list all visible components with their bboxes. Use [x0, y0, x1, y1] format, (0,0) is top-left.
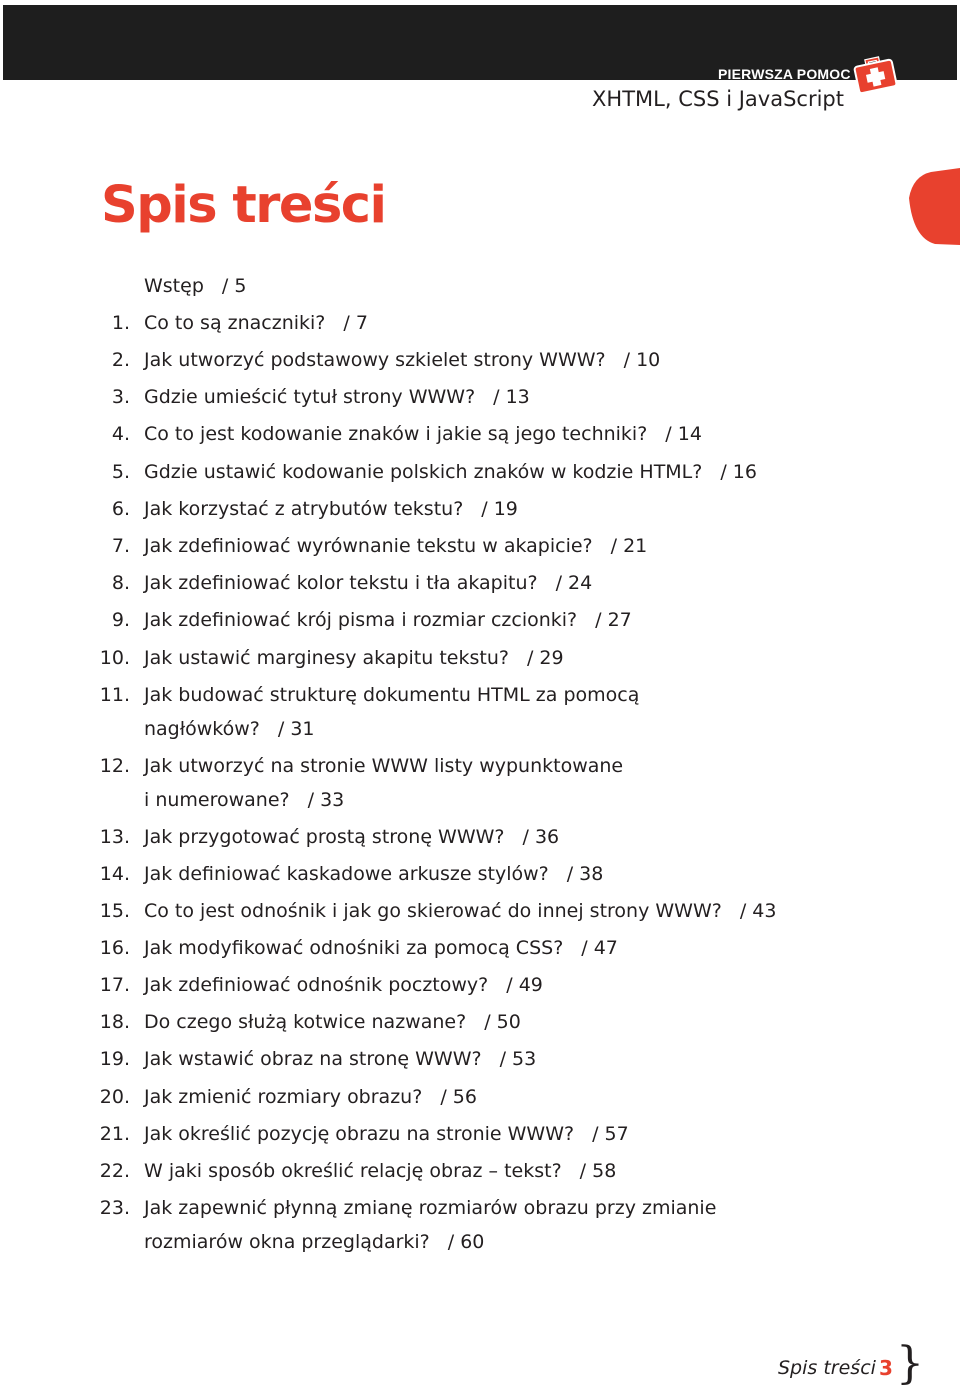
toc-entry-line — [144, 749, 724, 783]
toc-entry-number: 16. — [99, 937, 130, 959]
toc-entry-page: / 7 — [343, 312, 368, 334]
toc-entry-number: 4. — [111, 423, 130, 445]
toc-entry-number: 23. — [99, 1197, 130, 1219]
toc-entry-title: Do czego służą kotwice nazwane? — [144, 1011, 467, 1033]
toc-entry-title: Jak ustawić marginesy akapitu tekstu? — [144, 647, 509, 669]
toc-entry-page: / 33 — [307, 789, 345, 811]
toc-entry-page: / 47 — [581, 937, 618, 959]
toc-entry-title: Gdzie ustawić kodowanie polskich znaków w kodzie HTML? — [144, 461, 703, 483]
toc-entry-page: / 58 — [579, 1160, 617, 1182]
toc-entry-page: / 57 — [592, 1123, 629, 1145]
toc-entry-page: / 5 — [221, 275, 247, 297]
toc-entry-line — [144, 1117, 724, 1151]
toc-entry-title: Jak określić pozycję obrazu na stronie WWW? — [144, 1123, 575, 1145]
toc-entry-title: nagłówków? — [144, 718, 260, 740]
toc-entry-page: / 50 — [484, 1011, 521, 1033]
toc-entry-line — [144, 417, 724, 451]
toc-entry-page: / 10 — [623, 349, 661, 371]
toc-entry-title: Jak zdefiniować krój pisma i rozmiar czcionki? — [144, 609, 578, 631]
toc-entry-line — [144, 1005, 724, 1039]
toc-entry-title: Jak zdefiniować kolor tekstu i tła akapitu? — [144, 572, 538, 594]
toc-entry-line — [144, 783, 724, 817]
toc-entry-title: Jak korzystać z atrybutów tekstu? — [144, 498, 464, 520]
toc-entry-title: Jak modyfikować odnośniki za pomocą CSS? — [144, 937, 564, 959]
toc-entry-title: Wstęp — [144, 275, 204, 297]
toc-entry-title: Co to są znaczniki? — [144, 312, 326, 334]
toc-entry-page: / 16 — [720, 461, 757, 483]
toc-entry-page: / 43 — [739, 900, 777, 922]
toc-entry-line — [144, 968, 724, 1002]
toc-entry-line — [144, 1225, 724, 1259]
toc-entry-page: / 19 — [481, 498, 518, 520]
toc-entry-line — [144, 492, 724, 526]
toc-entry-title: Jak budować strukturę dokumentu HTML za pomocą — [144, 684, 640, 706]
footer-page-number: 3 — [879, 1356, 893, 1380]
toc-entry-title: Jak definiować kaskadowe arkusze stylów? — [144, 863, 549, 885]
toc-entry-number: 12. — [99, 755, 130, 777]
toc-entry-number: 11. — [99, 684, 130, 706]
toc-entry-page: / 21 — [610, 535, 648, 557]
toc-entry-line — [144, 306, 724, 340]
toc-entry-line — [144, 820, 724, 854]
toc-entry-line — [144, 566, 724, 600]
toc-entry-title: Jak zdefiniować wyrównanie tekstu w akapicie? — [144, 535, 593, 557]
toc-entry-page: / 56 — [440, 1086, 477, 1108]
footer-brace: } — [896, 1338, 924, 1389]
toc-entry-number: 8. — [111, 572, 130, 594]
toc-entry-title: Jak utworzyć podstawowy szkielet strony WWW? — [144, 349, 606, 371]
toc-entry-line — [144, 1191, 724, 1225]
toc-entry-line — [144, 529, 724, 563]
toc-entry-number: 13. — [99, 826, 130, 848]
series-label: PIERWSZA POMOC — [718, 66, 851, 82]
toc-entry-line — [144, 455, 757, 489]
toc-entry-title: Jak przygotować prostą stronę WWW? — [144, 826, 505, 848]
toc-entry-page: / 24 — [555, 572, 593, 594]
toc-entry-line — [144, 603, 724, 637]
toc-entry-number: 18. — [99, 1011, 130, 1033]
toc-entry-line — [144, 1042, 724, 1076]
toc-entry-line — [144, 380, 724, 414]
toc-entry-title: Jak zmienić rozmiary obrazu? — [144, 1086, 423, 1108]
toc-entry-page: / 31 — [277, 718, 315, 740]
page-title: Spis treści — [101, 176, 386, 235]
toc-entry-title: Co to jest odnośnik i jak go skierować do innej strony WWW? — [144, 900, 722, 922]
toc-entry-number: 5. — [111, 461, 130, 483]
toc-entry-page: / 13 — [493, 386, 530, 408]
toc-entry-title: Jak wstawić obraz na stronę WWW? — [144, 1048, 482, 1070]
toc-entry-number: 9. — [111, 609, 130, 631]
toc-entry-number: 14. — [99, 863, 130, 885]
toc-entry-title: Jak zdefiniować odnośnik pocztowy? — [144, 974, 489, 996]
toc-entry-number: 6. — [111, 498, 130, 520]
footer-section-label: Spis treści — [778, 1357, 876, 1379]
toc-entry-page: / 29 — [526, 647, 564, 669]
toc-entry-line — [144, 343, 724, 377]
toc-entry-line — [144, 678, 724, 712]
toc-entry-page: / 14 — [665, 423, 702, 445]
toc-entry-title: Gdzie umieścić tytuł strony WWW? — [144, 386, 476, 408]
toc-entry-number: 15. — [99, 900, 130, 922]
toc-entry-line — [144, 857, 724, 891]
toc-entry-number: 2. — [111, 349, 130, 371]
toc-entry-line — [144, 641, 724, 675]
toc-entry-line — [144, 1080, 724, 1114]
toc-entry-title: Jak zapewnić płynną zmianę rozmiarów obrazu przy zmianie — [144, 1197, 717, 1219]
chapter-tab-icon — [905, 168, 960, 246]
toc-entry-number: 21. — [99, 1123, 130, 1145]
toc-entry-line — [144, 269, 724, 303]
toc-entry-number: 3. — [111, 386, 130, 408]
toc-entry-number: 7. — [111, 535, 130, 557]
book-title: XHTML, CSS i JavaScript — [592, 87, 844, 111]
toc-entry-number: 19. — [99, 1048, 130, 1070]
toc-entry-title: Jak utworzyć na stronie WWW listy wypunktowane — [144, 755, 624, 777]
toc-entry-page: / 27 — [595, 609, 632, 631]
toc-entry-title: i numerowane? — [144, 789, 290, 811]
first-aid-kit-icon — [850, 46, 900, 96]
toc-entry-line — [144, 1154, 724, 1188]
toc-entry-page: / 36 — [522, 826, 560, 848]
toc-entry-title: Co to jest kodowanie znaków i jakie są jego techniki? — [144, 423, 648, 445]
toc-entry-page: / 53 — [499, 1048, 537, 1070]
toc-entry-page: / 38 — [566, 863, 604, 885]
toc-entry-number: 10. — [99, 647, 130, 669]
toc-entry-number: 20. — [99, 1086, 130, 1108]
toc-entry-number: 17. — [99, 974, 130, 996]
toc-entry-line — [144, 931, 724, 965]
toc-entry-page: / 60 — [447, 1231, 485, 1253]
toc-entry-title: W jaki sposób określić relację obraz – tekst? — [144, 1160, 562, 1182]
toc-entry-number: 1. — [111, 312, 130, 334]
toc-entry-title: rozmiarów okna przeglądarki? — [144, 1231, 430, 1253]
toc-entry-line — [144, 712, 724, 746]
toc-entry-line — [144, 894, 777, 928]
toc-entry-number: 22. — [99, 1160, 130, 1182]
toc-entry-page: / 49 — [506, 974, 543, 996]
